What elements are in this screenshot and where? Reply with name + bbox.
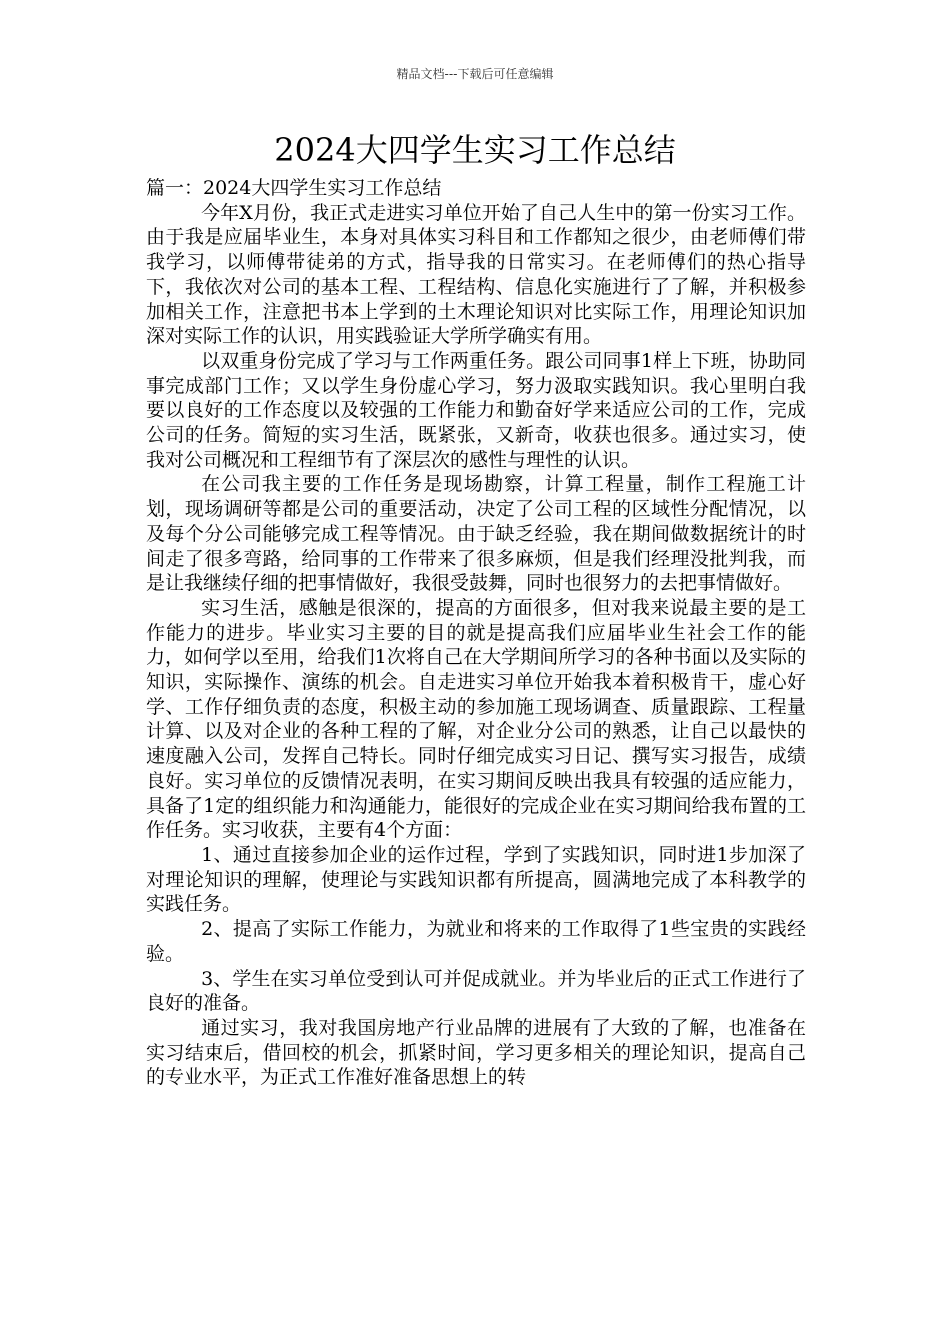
paragraph: 在公司我主要的工作任务是现场勘察，计算工程量，制作工程施工计划，现场调研等都是公司的重要活动，决定了公司工程的区域性分配情况，以及每个分公司能够完成工程等情况。由于缺乏经验，我在期间做数据统计的时间走了很多弯路，给同事的工作带来了很多麻烦，但是我们经理没批判我，而是让我继续仔细的把事情做好，我很受鼓舞，同时也很努力的去把事情做好。 xyxy=(146,473,806,595)
list-item-paragraph: 3、学生在实习单位受到认可并促成就业。并为毕业后的正式工作进行了良好的准备。 xyxy=(146,967,806,1015)
paragraph: 以双重身份完成了学习与工作两重任务。跟公司同事1样上下班，协助同事完成部门工作；又以学生身份虚心学习，努力汲取实践知识。我心里明白我要以良好的工作态度以及较强的工作能力和勤奋好学来适应公司的工作，完成公司的任务。简短的实习生活，既紧张，又新奇，收获也很多。通过实习，使我对公司概况和工程细节有了深层次的感性与理性的认识。 xyxy=(146,349,806,471)
list-item-paragraph: 1、通过直接参加企业的运作过程，学到了实践知识，同时进1步加深了对理论知识的理解，使理论与实践知识都有所提高，圆满地完成了本科教学的实践任务。 xyxy=(146,843,806,916)
document-body xyxy=(146,176,806,1090)
paragraph: 实习生活，感触是很深的，提高的方面很多，但对我来说最主要的是工作能力的进步。毕业实习主要的目的就是提高我们应届毕业生社会工作的能力，如何学以至用，给我们1次将自己在大学期间所学习的各种书面以及实际的知识，实际操作、演练的机会。自走进实习单位开始我本着积极肯干，虚心好学、工作仔细负责的态度，积极主动的参加施工现场调查、质量跟踪、工程量计算、以及对企业的各种工程的了解，对企业分公司的熟悉，让自己以最快的速度融入公司，发挥自己特长。同时仔细完成实习日记、撰写实习报告，成绩良好。实习单位的反馈情况表明，在实习期间反映出我具有较强的适应能力，具备了1定的组织能力和沟通能力，能很好的完成企业在实习期间给我布置的工作任务。实习收获，主要有4个方面： xyxy=(146,596,806,842)
document-title: 2024大四学生实习工作总结 xyxy=(274,131,676,169)
paragraph: 今年X月份，我正式走进实习单位开始了自己人生中的第一份实习工作。由于我是应届毕业生，本身对具体实习科目和工作都知之很少，由老师傅们带我学习，以师傅带徒弟的方式，指导我的日常实习。在老师傅们的热心指导下，我依次对公司的基本工程、工程结构、信息化实施进行了了解，并积极参加相关工作，注意把书本上学到的土木理论知识对比实际工作，用理论知识加深对实际工作的认识，用实践验证大学所学确实有用。 xyxy=(146,201,806,348)
page-header-note: 精品文档---下载后可任意编辑 xyxy=(396,67,554,81)
section-heading: 篇一：2024大四学生实习工作总结 xyxy=(146,177,442,199)
paragraph: 通过实习，我对我国房地产行业品牌的进展有了大致的了解，也准备在实习结束后，借回校的机会，抓紧时间，学习更多相关的理论知识，提高自己的专业水平，为正式工作准好准备思想上的转 xyxy=(146,1016,806,1089)
list-item-paragraph: 2、提高了实际工作能力，为就业和将来的工作取得了1些宝贵的实践经验。 xyxy=(146,918,806,965)
